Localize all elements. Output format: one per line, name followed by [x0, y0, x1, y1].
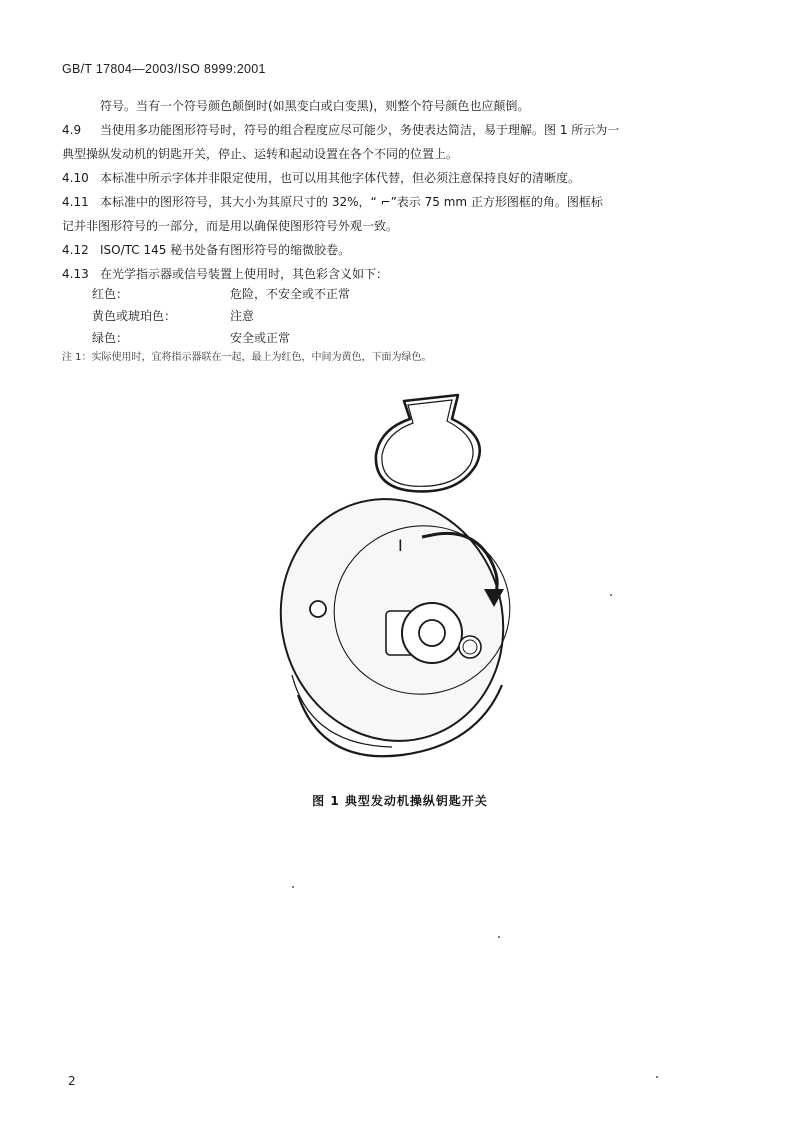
paragraph-text: 当使用多功能图形符号时，符号的组合程度应尽可能少，务使表达简洁，易于理解。图 1 所示为一	[100, 123, 620, 137]
paragraph-text: ISO/TC 145 秘书处备有图形符号的缩微胶卷。	[100, 243, 351, 257]
clause-number: 4.10	[62, 171, 89, 185]
scan-speck	[656, 1076, 658, 1078]
paragraph-line	[62, 190, 738, 214]
color-meaning: 危险，不安全或不正常	[230, 287, 351, 301]
note-1: 注 1：实际使用时，宜将指示器联在一起，最上为红色，中间为黄色，下面为绿色。	[62, 352, 432, 363]
color-meaning: 安全或正常	[230, 331, 291, 345]
paragraph-text: 本标准中的图形符号，其大小为其原尺寸的 32%，“ ⌐”表示 75 mm 正方形图框的角。图框标	[100, 195, 603, 209]
paragraph-line	[62, 94, 738, 118]
clause-number: 4.13	[62, 267, 89, 281]
color-meaning-row	[92, 306, 254, 326]
color-name: 绿色：	[92, 331, 129, 345]
key-switch-figure	[262, 385, 542, 770]
paragraph-text: 在光学指示器或信号装置上使用时，其色彩含义如下：	[100, 267, 389, 281]
scan-speck	[498, 936, 500, 938]
position-marker: I	[398, 536, 403, 555]
paragraph-line	[62, 214, 738, 238]
paragraph-line	[62, 118, 738, 142]
paragraph-line	[62, 166, 738, 190]
color-meaning-row	[92, 284, 350, 304]
scan-speck	[610, 594, 612, 596]
color-meaning: 注意	[230, 309, 255, 323]
color-name: 红色：	[92, 287, 129, 301]
screw-icon	[310, 601, 326, 617]
color-name: 黄色或琥珀色：	[92, 309, 177, 323]
clause-number: 4.12	[62, 243, 89, 257]
color-meaning-row	[92, 328, 290, 348]
paragraph-line	[62, 238, 738, 262]
clause-number: 4.11	[62, 195, 89, 209]
standard-code-header: GB/T 17804—2003/ISO 8999:2001	[62, 62, 266, 76]
paragraph-text: 本标准中所示字体并非限定使用，也可以用其他字体代替，但必须注意保持良好的清晰度。	[100, 171, 581, 185]
paragraph-line	[62, 142, 738, 166]
paragraph-text: 符号。当有一个符号颜色颠倒时(如黑变白或白变黑)，则整个符号颜色也应颠倒。	[100, 99, 530, 113]
key-ring-tag	[376, 395, 480, 491]
clause-number: 4.9	[62, 123, 82, 137]
paragraph-text: 典型操纵发动机的钥匙开关，停止、运转和起动设置在各个不同的位置上。	[62, 147, 459, 161]
scan-speck	[292, 886, 294, 888]
figure-caption: 图 1 典型发动机操纵钥匙开关	[312, 794, 488, 808]
key-ring-tag-inner	[382, 400, 473, 486]
paragraph-text: 记并非图形符号的一部分，而是用以确保使图形符号外观一致。	[62, 219, 399, 233]
paragraph-line	[62, 262, 738, 286]
page-number: 2	[68, 1074, 76, 1088]
